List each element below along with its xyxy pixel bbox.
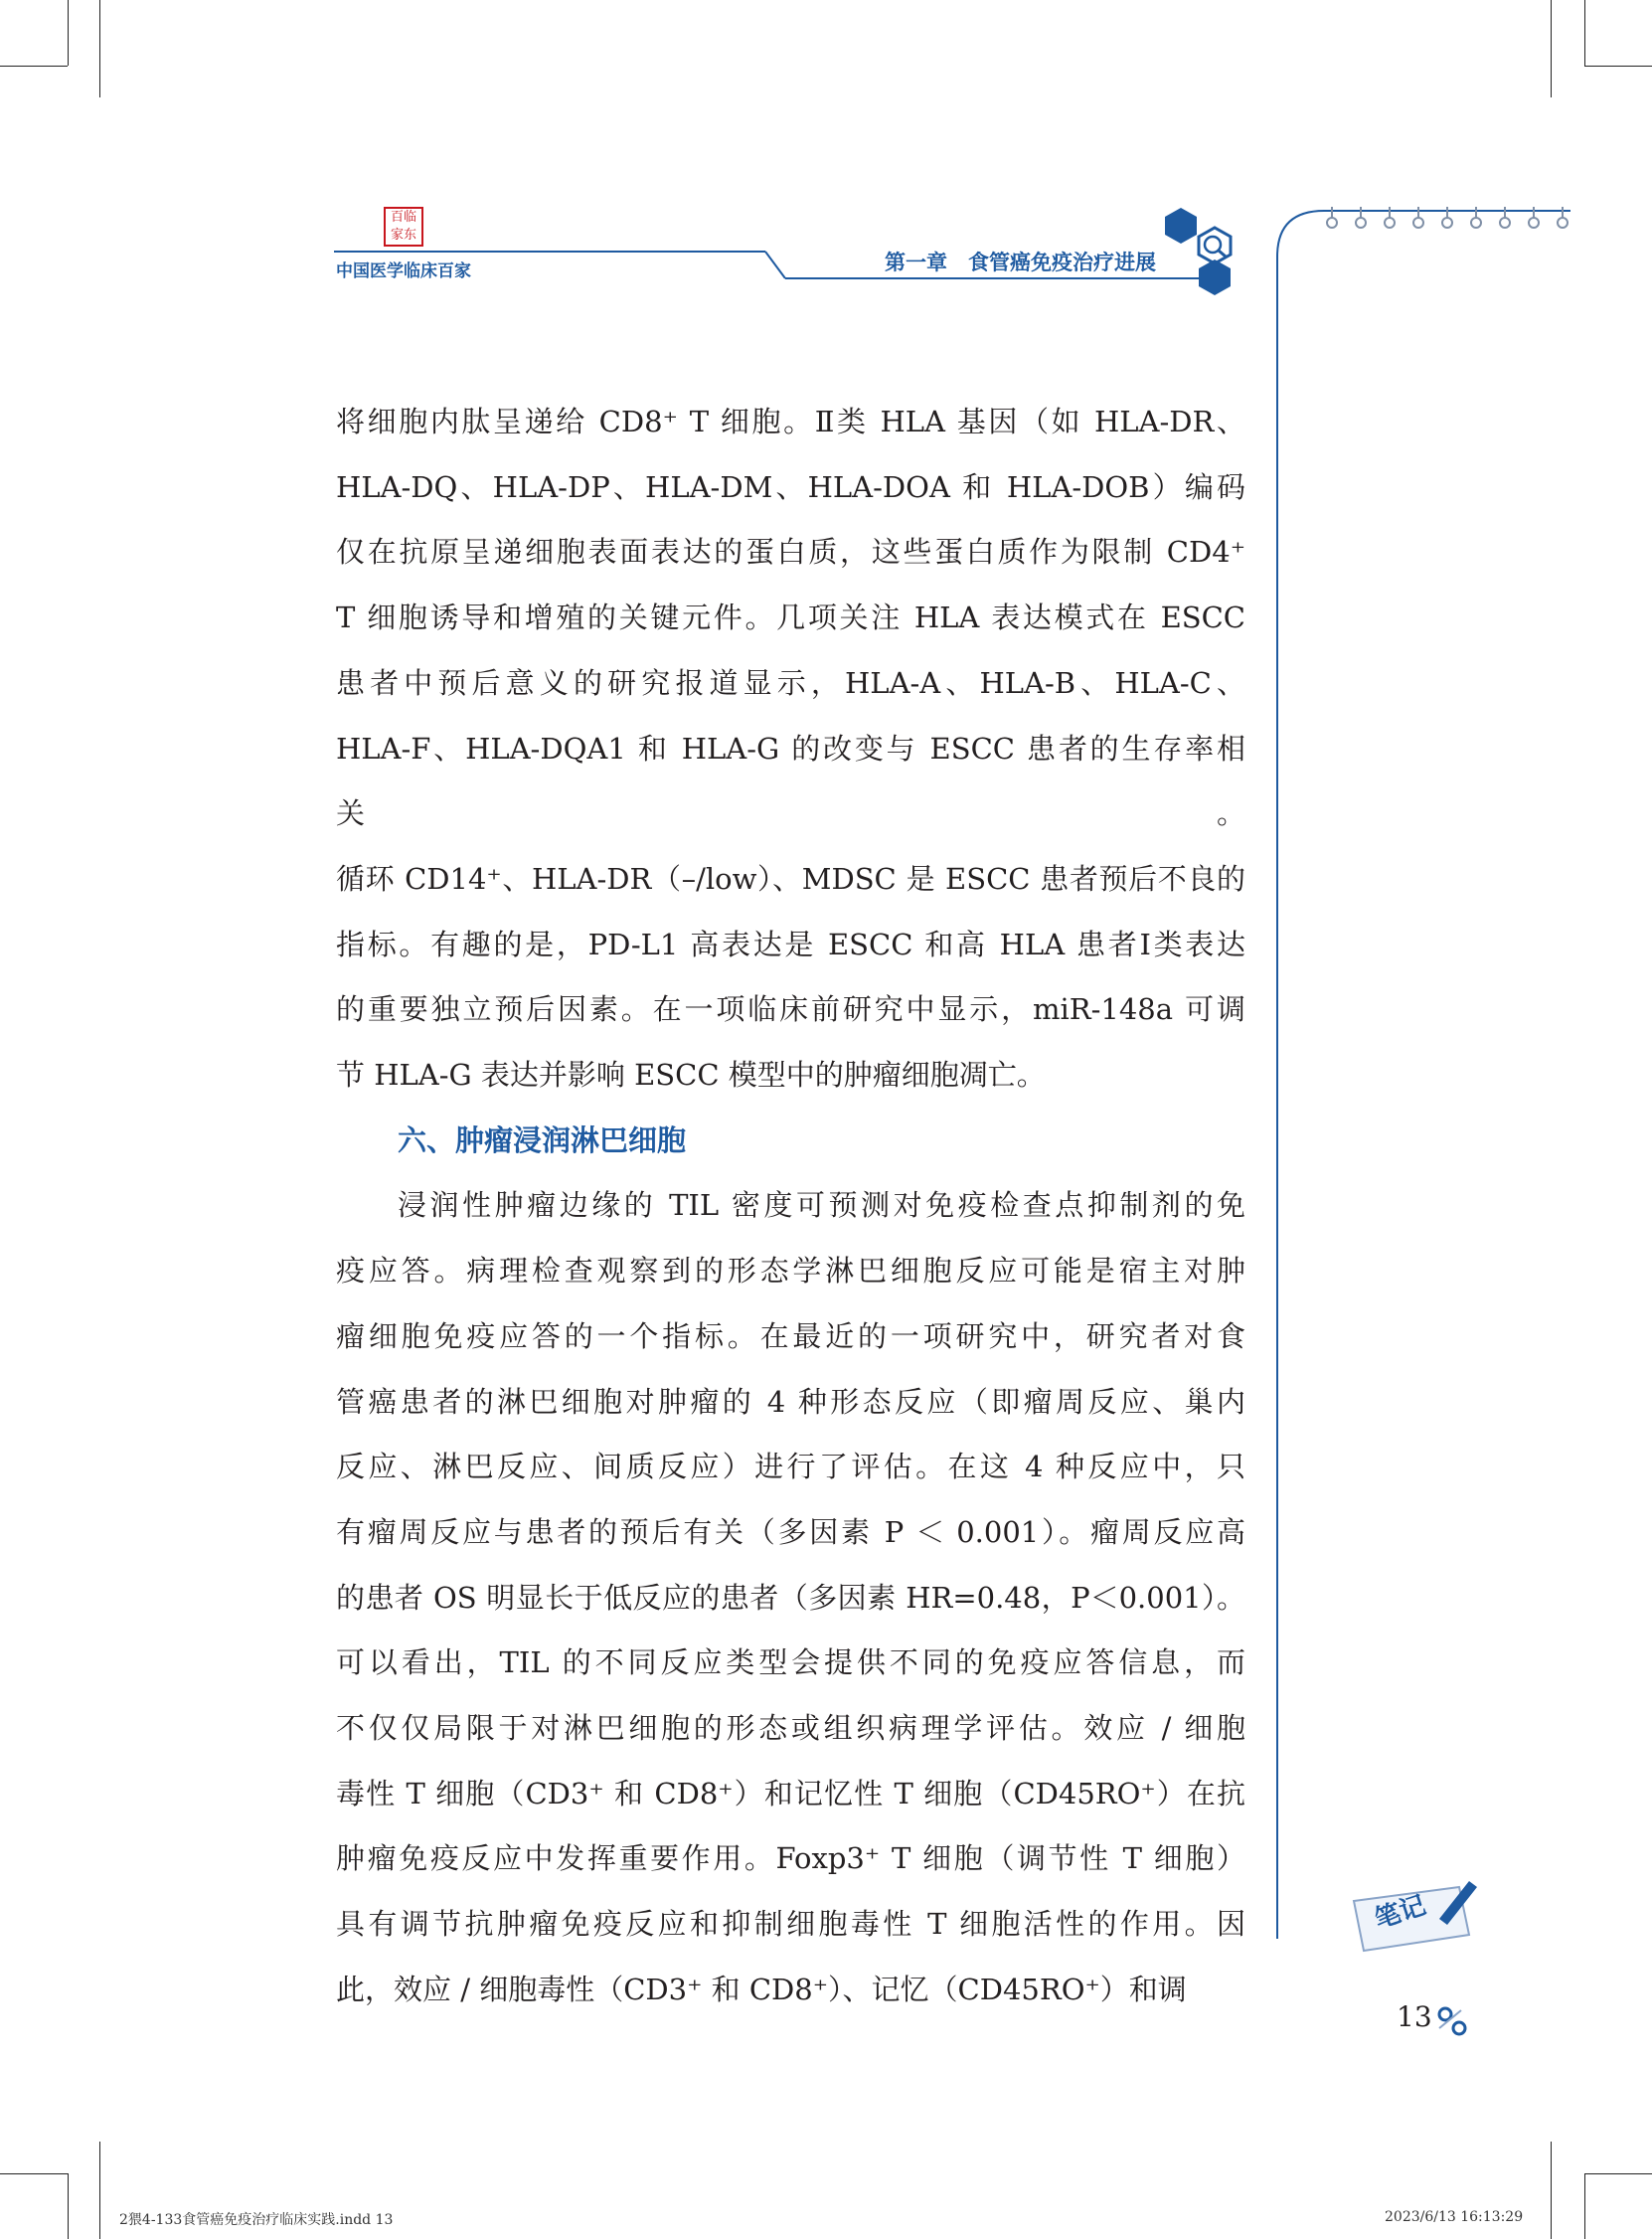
text-line: 的重要独立预后因素。在一项临床前研究中显示，miR-148a 可调 (336, 992, 1245, 1027)
page-number: 13 (1397, 2000, 1432, 2033)
publisher-logo: 百临家东 (384, 207, 423, 247)
text-line: 将细胞内肽呈递给 CD8⁺ T 细胞。Ⅱ类 HLA 基因（如 HLA-DR、 (336, 405, 1245, 438)
text-line: 此，效应 / 细胞毒性（CD3⁺ 和 CD8⁺）、记忆（CD45RO⁺）和调 (336, 1972, 1187, 2006)
text-line: 患者中预后意义的研究报道显示，HLA-A、HLA-B、HLA-C、 (336, 665, 1245, 700)
text-line: 节 HLA-G 表达并影响 ESCC 模型中的肿瘤细胞凋亡。 (336, 1058, 1046, 1093)
text-line: HLA-F、HLA-DQA1 和 HLA-G 的改变与 ESCC 患者的生存率相关。 (336, 731, 1245, 831)
text-line: 疫应答。病理检查观察到的形态学淋巴细胞反应可能是宿主对肿 (336, 1254, 1245, 1289)
text-line: 瘤细胞免疫应答的一个指标。在最近的一项研究中，研究者对食 (336, 1318, 1245, 1353)
text-line: T 细胞诱导和增殖的关键元件。几项关注 HLA 表达模式在 ESCC (336, 601, 1245, 635)
body-text (336, 390, 1245, 2023)
text-line: 的患者 OS 明显长于低反应的患者（多因素 HR=0.48，P＜0.001）。 (336, 1580, 1245, 1615)
text-line: 可以看出，TIL 的不同反应类型会提供不同的免疫应答信息，而 (336, 1645, 1245, 1680)
text-line: 浸润性肿瘤边缘的 TIL 密度可预测对免疫检查点抑制剂的免 (398, 1188, 1245, 1223)
series-title: 中国医学临床百家 (336, 261, 471, 281)
text-line: 循环 CD14⁺、HLA-DR（–/low）、MDSC 是 ESCC 患者预后不良的 (336, 861, 1245, 896)
text-line: HLA-DQ、HLA-DP、HLA-DM、HLA-DOA 和 HLA-DOB）编码 (336, 469, 1245, 504)
text-line: 指标。有趣的是，PD-L1 高表达是 ESCC 和高 HLA 患者Ⅰ类表达 (336, 927, 1245, 961)
section-heading: 六、肿瘤浸润淋巴细胞 (398, 1122, 687, 1157)
chapter-title: 第一章 食管癌免疫治疗进展 (885, 251, 1156, 274)
text-line: 管癌患者的淋巴细胞对肿瘤的 4 种形态反应（即瘤周反应、巢内 (336, 1384, 1245, 1419)
footer-timestamp: 2023/6/13 16:13:29 (1385, 2209, 1524, 2225)
text-line: 仅在抗原呈递细胞表面表达的蛋白质，这些蛋白质作为限制 CD4⁺ (336, 535, 1245, 570)
text-line: 反应、淋巴反应、间质反应）进行了评估。在这 4 种反应中，只 (336, 1450, 1245, 1484)
text-line: 肿瘤免疫反应中发挥重要作用。Foxp3⁺ T 细胞（调节性 T 细胞） (336, 1841, 1245, 1876)
text-line: 有瘤周反应与患者的预后有关（多因素 P ＜ 0.001）。瘤周反应高 (336, 1514, 1245, 1549)
notes-label: 笔记 (1371, 1890, 1430, 1936)
text-line: 不仅仅局限于对淋巴细胞的形态或组织病理学评估。效应 / 细胞 (336, 1711, 1245, 1746)
footer-file: 2猥4-133食管癌免疫治疗临床实践.indd 13 (119, 2212, 394, 2228)
text-line: 具有调节抗肿瘤免疫反应和抑制细胞毒性 T 细胞活性的作用。因 (336, 1907, 1245, 1942)
text-line: 毒性 T 细胞（CD3⁺ 和 CD8⁺）和记忆性 T 细胞（CD45RO⁺）在抗 (336, 1776, 1245, 1810)
